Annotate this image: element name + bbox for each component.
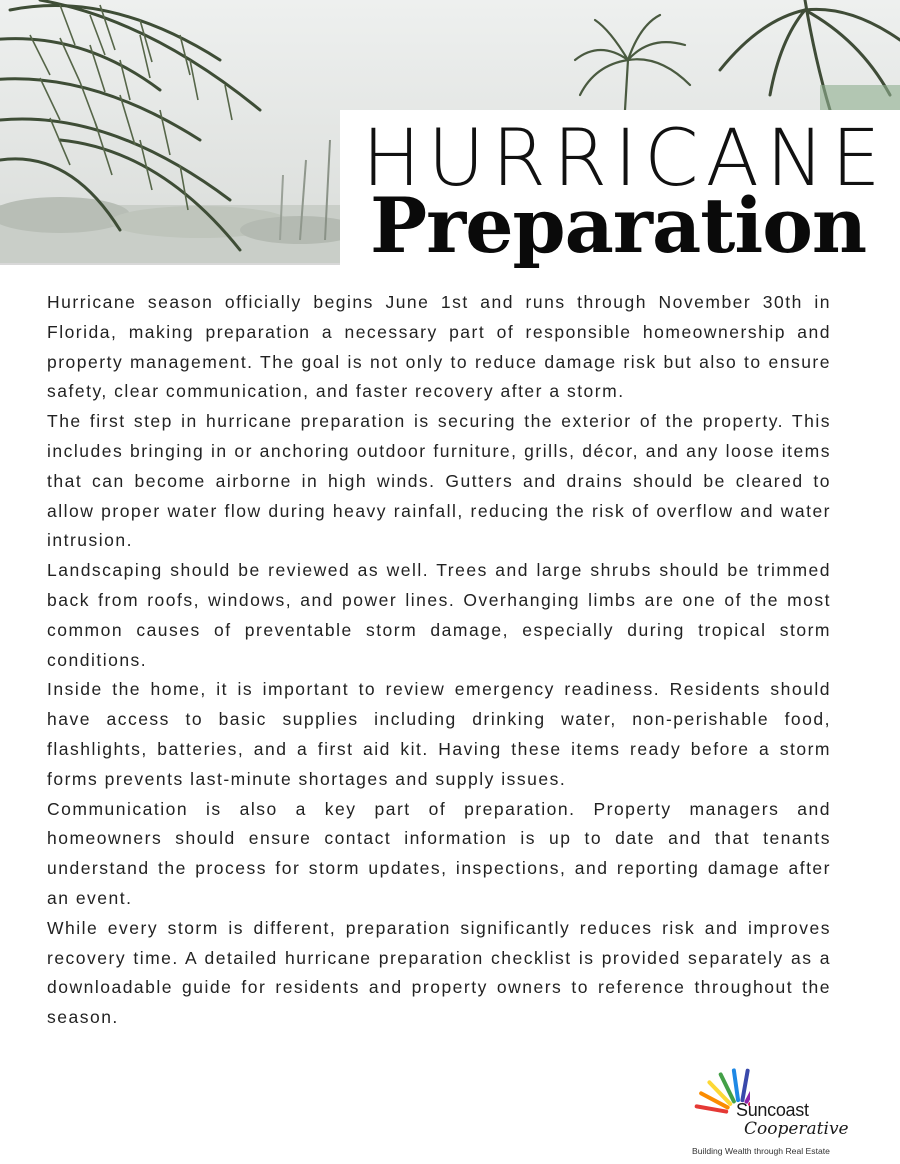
paragraph-5: Communication is also a key part of preparation. Property managers and homeowners should ensure contact information is up to date and that tenants understand the process for storm updates, inspections, and reporting damage after an event.: [47, 798, 831, 908]
logo-tagline: Building Wealth through Real Estate: [692, 1146, 830, 1156]
paragraph-1: Hurricane season officially begins June 1st and runs through November 30th in Florida, making preparation a necessary part of responsible homeownership and property management. The goal is not only to reduce damage risk but also to ensure safety, clear communication, and faster recovery after a storm.: [47, 292, 831, 402]
title-hurricane: HURRICANE: [362, 114, 888, 204]
paragraph-4: Inside the home, it is important to review emergency readiness. Residents should have access to basic supplies including drinking water, non-perishable food, flashlights, batteries, and a first aid kit. Having these items ready before a storm forms prevents last-minute shortages and supply issues.: [47, 679, 831, 789]
suncoast-logo: [690, 1066, 850, 1158]
paragraph-6: While every storm is different, preparation significantly reduces risk and improves recovery time. A detailed hurricane preparation checklist is provided separately as a downloadable guide for residents and property owners to reference throughout the season.: [47, 917, 831, 1028]
article-body: [47, 288, 831, 1033]
paragraph-2: The first step in hurricane preparation is securing the exterior of the property. This includes bringing in or anchoring outdoor furniture, grills, décor, and any loose items that can become airborne in high winds. Gutters and drains should be cleared to allow proper water flow during heavy rainfall, reducing the risk of overflow and water intrusion.: [47, 411, 831, 551]
logo-ray: [734, 1070, 738, 1100]
paragraph-3: Landscaping should be reviewed as well. Trees and large shrubs should be trimmed back from roofs, windows, and power lines. Overhanging limbs are one of the most common causes of preventable storm damage, especially during tropical storm conditions.: [47, 560, 831, 670]
logo-ray: [742, 1071, 747, 1101]
title-preparation: Preparation: [370, 181, 867, 270]
title-block: [340, 110, 900, 270]
logo-ray: [697, 1106, 727, 1111]
logo-name: Suncoast: [736, 1100, 809, 1120]
logo-name-script: Cooperative: [744, 1119, 849, 1139]
